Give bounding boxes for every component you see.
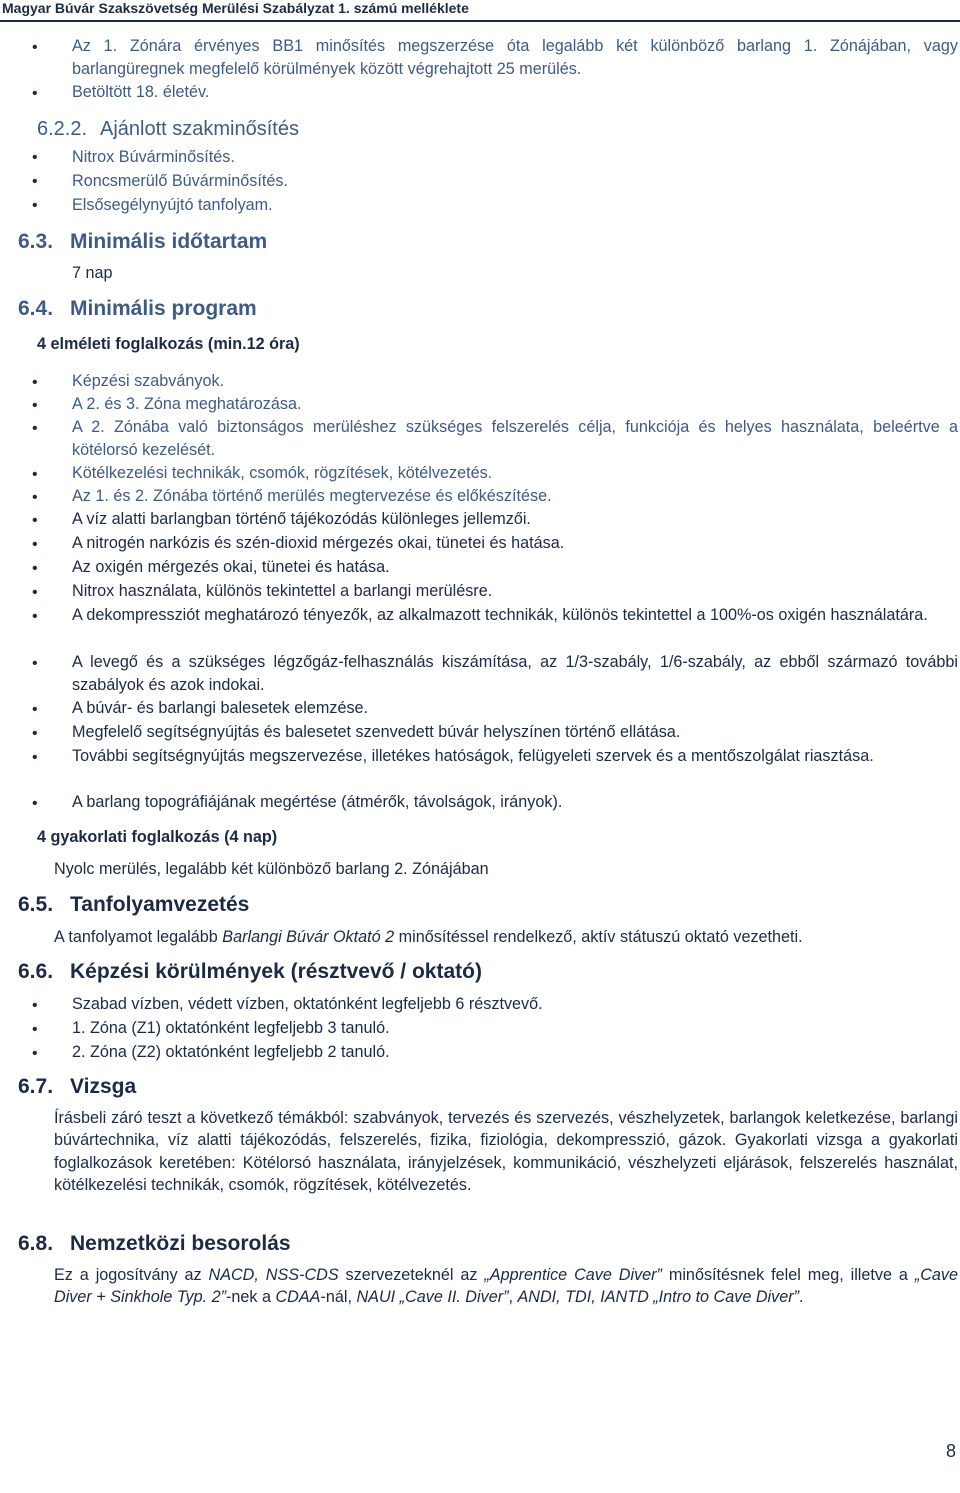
section-title: Tanfolyamvezetés [70, 893, 250, 916]
section-heading-6-5 [18, 893, 249, 917]
practice-text: Nyolc merülés, legalább két különböző barlang 2. Zónájában [54, 860, 489, 878]
bullet-marker: • [32, 1021, 38, 1038]
text-run: minősítéssel rendelkező, aktív státuszú oktató vezetheti. [394, 928, 803, 946]
list-item: 2. Zóna (Z2) oktatónként legfeljebb 2 tanuló. [72, 1043, 390, 1061]
section-title: Képzési körülmények (résztvevő / oktató) [70, 960, 482, 983]
section-title: Ajánlott szakminősítés [100, 118, 299, 140]
list-item: Az 1. Zónára érvényes BB1 minősítés megszerzése óta legalább két különböző barlang 1. Zónájában, vagy barlangüregnek megfelelő körülmények között végrehajtott 25 merülés. [72, 37, 958, 78]
list-item: Nitrox használata, különös tekintettel a barlangi merülésre. [72, 582, 493, 600]
theory-heading: 4 elméleti foglalkozás (min.12 óra) [37, 335, 300, 353]
bullet-marker: • [32, 466, 38, 483]
section-title: Vizsga [70, 1075, 137, 1098]
section-heading-6-7 [18, 1075, 136, 1099]
emphasis: „Cave Diver + Sinkhole Typ. 2” [54, 1266, 958, 1307]
section-number: 6.3. [18, 230, 54, 253]
list-item: Betöltött 18. életév. [72, 83, 210, 101]
bullet-marker: • [32, 536, 38, 553]
list-item: Az 1. és 2. Zónába történő merülés megtervezése és előkészítése. [72, 487, 552, 505]
bullet-marker: • [32, 655, 38, 672]
text-run: . [799, 1288, 804, 1307]
bullet-marker: • [32, 397, 38, 414]
list-item: A dekompressziót meghatározó tényezők, az alkalmazott technikák, különös tekintettel a 100%-os oxigén használatára. [72, 606, 928, 624]
section-heading-6-2-2 [37, 117, 299, 141]
list-item: Megfelelő segítségnyújtás és balesetet szenvedett búvár helyszínen történő ellátása. [72, 723, 681, 741]
bullet-marker: • [32, 512, 38, 529]
text-run: A tanfolyamot legalább [54, 928, 223, 946]
section-heading-6-3 [18, 230, 267, 254]
bullet-marker: • [32, 420, 38, 437]
section-number: 6.6. [18, 960, 54, 983]
section-6-8-text [54, 1264, 958, 1309]
emphasis: NACD, NSS-CDS [208, 1266, 339, 1284]
emphasis: Barlangi Búvár Oktató 2 [222, 928, 395, 946]
section-number: 6.7. [18, 1075, 54, 1098]
section-heading-6-4 [18, 297, 257, 321]
practice-heading: 4 gyakorlati foglalkozás (4 nap) [37, 828, 278, 846]
text-run: Ez a jogosítvány az [54, 1266, 209, 1284]
bullet-marker: • [32, 795, 38, 812]
bullet-marker: • [32, 608, 38, 625]
list-item: 1. Zóna (Z1) oktatónként legfeljebb 3 tanuló. [72, 1019, 390, 1037]
list-item: A barlang topográfiájának megértése (átmérők, távolságok, irányok). [72, 793, 563, 811]
list-item: A nitrogén narkózis és szén-dioxid mérgezés okai, tünetei és hatása. [72, 534, 565, 552]
list-item: A búvár- és barlangi balesetek elemzése. [72, 699, 369, 717]
header-rule [0, 20, 960, 22]
list-item: Roncsmerülő Búvárminősítés. [72, 172, 288, 190]
bullet-marker: • [32, 39, 38, 56]
list-item: További segítségnyújtás megszervezése, illetékes hatóságok, felügyeleti szervek és a mentőszolgálat riasztása. [72, 747, 874, 765]
bullet-marker: • [32, 725, 38, 742]
section-heading-6-8 [18, 1232, 291, 1256]
bullet-marker: • [32, 197, 38, 214]
section-number: 6.8. [18, 1232, 54, 1255]
bullet-marker: • [32, 1045, 38, 1062]
bullet-marker: • [32, 997, 38, 1014]
duration-text: 7 nap [72, 264, 113, 282]
bullet-marker: • [32, 701, 38, 718]
emphasis: „Apprentice Cave Diver” [484, 1266, 662, 1284]
list-item: A 2. Zónába való biztonságos merüléshez szükséges felszerelés célja, funkciója és helyes használata, beleértve a kötélorsó kezelését. [72, 418, 958, 459]
emphasis: ANDI, TDI, IANTD „Intro to Cave Diver” [517, 1288, 800, 1307]
text-run: , [508, 1288, 518, 1307]
text-run: -nek a [225, 1288, 276, 1307]
section-title: Nemzetközi besorolás [70, 1232, 291, 1255]
section-heading-6-6 [18, 960, 482, 984]
section-number: 6.2.2. [37, 118, 88, 140]
bullet-marker: • [32, 560, 38, 577]
list-item: A levegő és a szükséges légzőgáz-felhasználás kiszámítása, az 1/3-szabály, 1/6-szabály, az ebből származó további szabályok és azok indokai. [72, 653, 958, 694]
list-item: Elsősegélynyújtó tanfolyam. [72, 196, 273, 214]
bullet-marker: • [32, 489, 38, 506]
list-item: Nitrox Búvárminősítés. [72, 148, 235, 166]
list-item: A 2. és 3. Zóna meghatározása. [72, 395, 302, 413]
bullet-marker: • [32, 374, 38, 391]
bullet-marker: • [32, 749, 38, 766]
section-6-7-text: Írásbeli záró teszt a következő témákból: szabványok, tervezés és szervezés, vészhelyzetek, barlangok keletkezése, barlangi búvártechnika, víz alatti tájékozódás, felszerelés, fizika, fiziológia, dekompresszió, gázok. Gyakorlati vizsga a gyakorlati foglalkozások keretében: Kötélorsó használata, irányjelzések, kommunikáció, vészhelyzeti eljárások, felszerelés használat, kötélkezelési technikák, csomók, rögzítések, kötélvezetés. [54, 1109, 958, 1194]
section-title: Minimális időtartam [70, 230, 268, 253]
bullet-marker: • [32, 85, 38, 102]
list-item: Kötélkezelési technikák, csomók, rögzítések, kötélvezetés. [72, 464, 493, 482]
section-6-5-text [54, 926, 803, 949]
bullet-marker: • [32, 584, 38, 601]
text-run: szervezeteknél az [338, 1266, 485, 1284]
list-item: Képzési szabványok. [72, 372, 225, 390]
text-run: minősítésnek felel meg, illetve a [661, 1266, 915, 1284]
page-number: 8 [945, 1441, 956, 1461]
section-title: Minimális program [70, 297, 257, 320]
text-run: -nál, [320, 1288, 357, 1307]
bullet-marker: • [32, 173, 38, 190]
section-number: 6.4. [18, 297, 54, 320]
section-number: 6.5. [18, 893, 54, 916]
list-item: Az oxigén mérgezés okai, tünetei és hatása. [72, 558, 390, 576]
emphasis: NAUI „Cave II. Diver” [356, 1288, 509, 1307]
list-item: Szabad vízben, védett vízben, oktatónként legfeljebb 6 résztvevő. [72, 995, 543, 1013]
page-header: Magyar Búvár Szakszövetség Merülési Szabályzat 1. számú melléklete [2, 0, 469, 16]
bullet-marker: • [32, 149, 38, 166]
list-item: A víz alatti barlangban történő tájékozódás különleges jellemzői. [72, 510, 531, 528]
emphasis: CDAA [275, 1288, 321, 1307]
